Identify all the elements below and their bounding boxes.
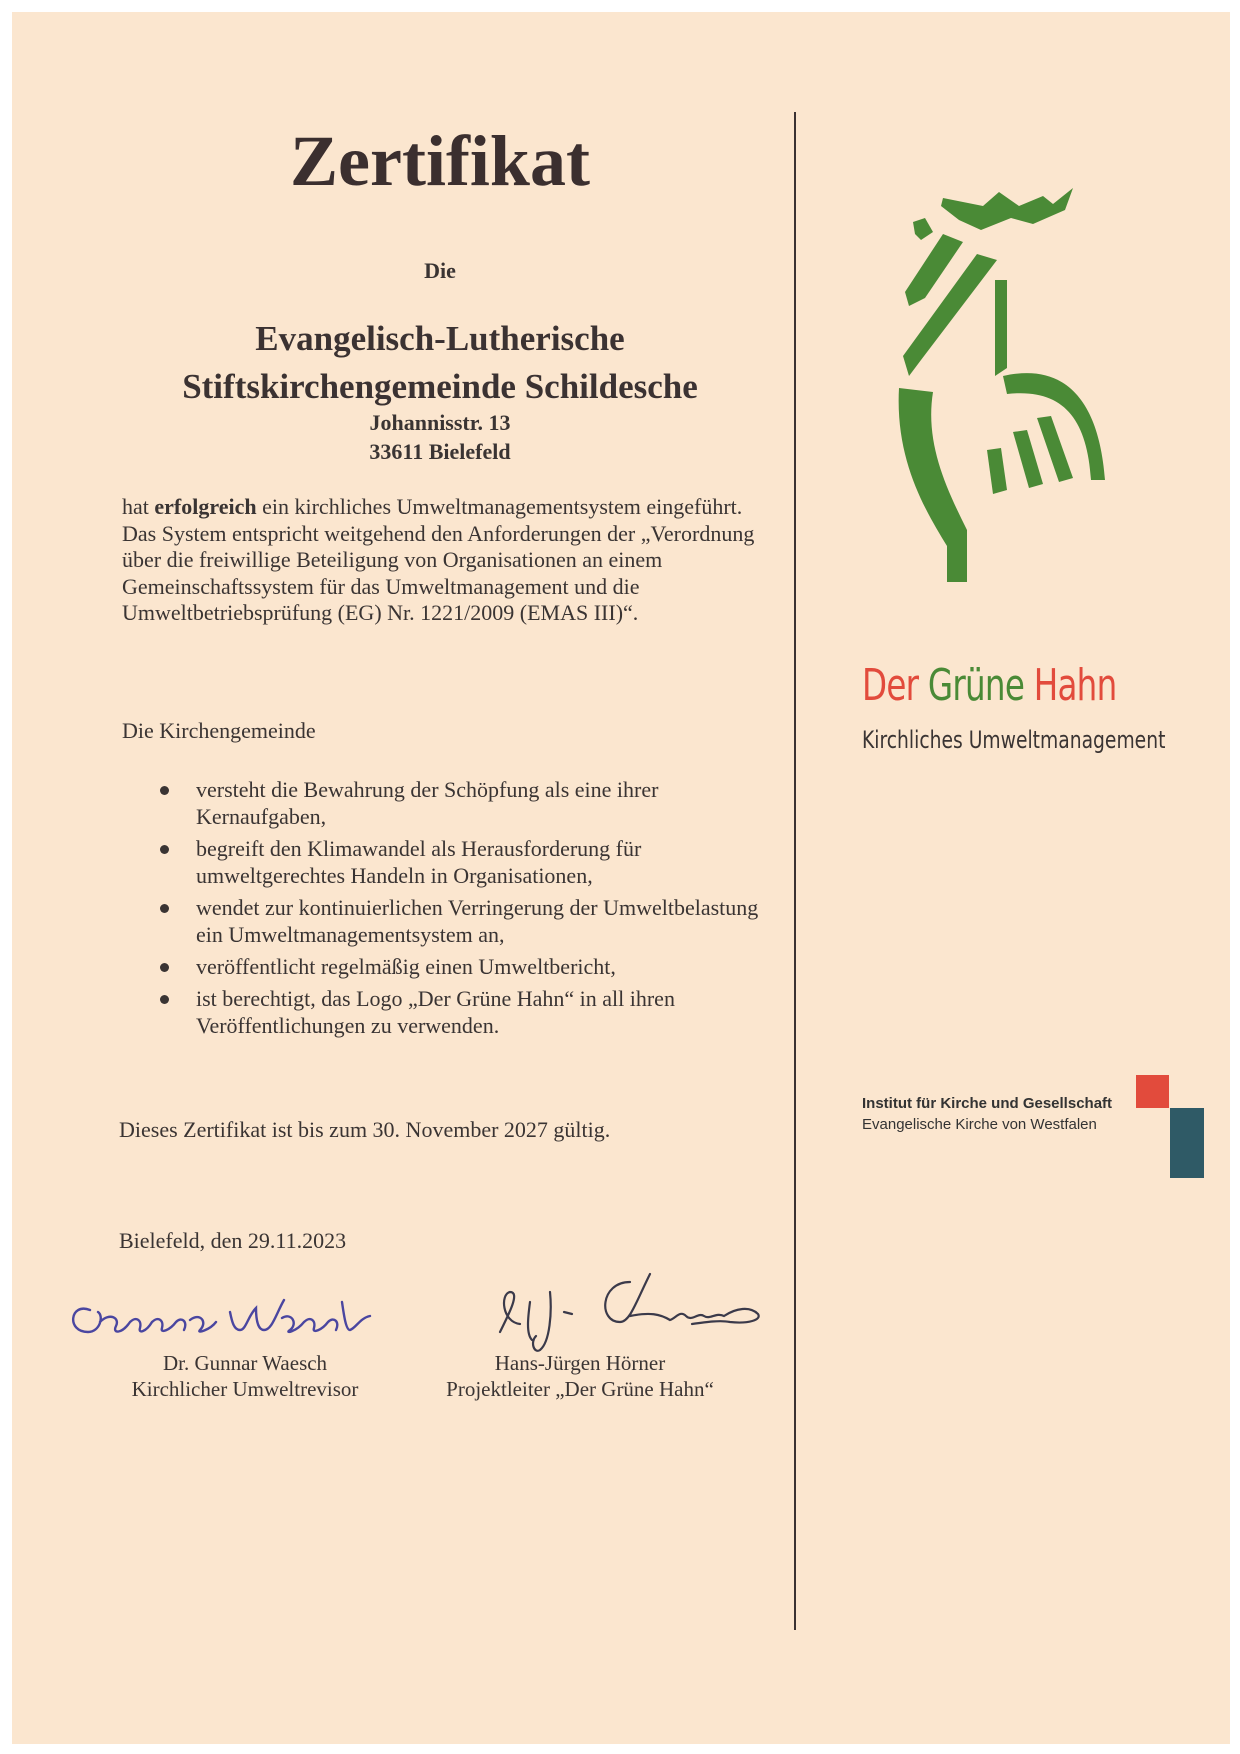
bullet-icon (160, 995, 169, 1004)
list-item (160, 835, 760, 889)
signature-2-image (480, 1262, 780, 1362)
organization-name (0, 315, 880, 411)
list-item (160, 953, 760, 980)
logo-wordmark (862, 660, 1116, 711)
bullet-icon (160, 963, 169, 972)
bullet-icon (160, 786, 169, 795)
address-city: 33611 Bielefeld (369, 439, 511, 464)
list-item (160, 776, 760, 830)
logo-word-gruene: Grüne (927, 660, 1034, 711)
intro-article: Die (424, 258, 456, 283)
statement-bold: erfolgreich (154, 494, 257, 519)
institute-block (862, 1093, 1112, 1135)
list-item (160, 985, 760, 1039)
certificate-title: Zertifikat (290, 121, 590, 201)
list-item-text: versteht die Bewahrung der Schöpfung als eine ihrer Kernaufgaben, (196, 777, 659, 829)
institute-name: Institut für Kirche und Gesellschaft (862, 1095, 1113, 1112)
kirchengemeinde-intro: Die Kirchengemeinde (122, 718, 316, 743)
signer-1-block (100, 1350, 390, 1402)
commitment-list (160, 776, 760, 1044)
list-item-text: ist berechtigt, das Logo „Der Grüne Hahn“ in all ihren Veröffentlichungen zu verwenden. (196, 986, 675, 1038)
statement-post: ein kirchliches Umweltmanagementsystem eingeführt. Das System entspricht weitgehend den Anforderungen der „Verordnung über die freiwillige Beteiligung von Organisationen an einem Gemeinschaftssystem für das Umweltmanagement und die Umweltbetriebsprüfung (EG) Nr. 1221/2009 (EMAS III)“. (122, 494, 755, 625)
certificate-statement (122, 494, 762, 627)
organization-address (0, 408, 880, 466)
list-item-text: begreift den Klimawandel als Herausforderung für umweltgerechtes Handeln in Organisationen, (196, 836, 642, 888)
logo-word-hahn: Hahn (1033, 660, 1117, 711)
signer-1-name: Dr. Gunnar Waesch (162, 1351, 328, 1375)
statement-pre: hat (122, 494, 155, 519)
signature-1-image (60, 1272, 450, 1352)
institute-logo-teal-block (1170, 1108, 1204, 1178)
bullet-icon (160, 845, 169, 854)
organization-name-line2: Stiftskirchengemeinde Schildesche (182, 367, 698, 406)
institute-logo-red-square (1136, 1075, 1169, 1108)
institute-church: Evangelische Kirche von Westfalen (862, 1116, 1097, 1133)
organization-name-line1: Evangelisch-Lutherische (255, 319, 625, 358)
list-item (160, 894, 760, 948)
signer-2-name: Hans-Jürgen Hörner (494, 1351, 666, 1375)
signer-2-role: Projektleiter „Der Grüne Hahn“ (446, 1377, 714, 1401)
bullet-icon (160, 904, 169, 913)
place-date: Bielefeld, den 29.11.2023 (119, 1228, 347, 1253)
address-street: Johannisstr. 13 (369, 410, 511, 435)
signer-1-role: Kirchlicher Umweltrevisor (131, 1377, 359, 1401)
logo-subtitle: Kirchliches Umweltmanagement (862, 726, 1166, 754)
rooster-icon (855, 180, 1175, 620)
logo-word-der: Der (862, 660, 928, 711)
list-item-text: veröffentlicht regelmäßig einen Umweltbericht, (196, 954, 616, 979)
validity-statement: Dieses Zertifikat ist bis zum 30. November 2027 gültig. (119, 1117, 611, 1142)
signer-2-block (410, 1350, 750, 1402)
list-item-text: wendet zur kontinuierlichen Verringerung der Umweltbelastung ein Umweltmanagementsystem an, (196, 895, 759, 947)
